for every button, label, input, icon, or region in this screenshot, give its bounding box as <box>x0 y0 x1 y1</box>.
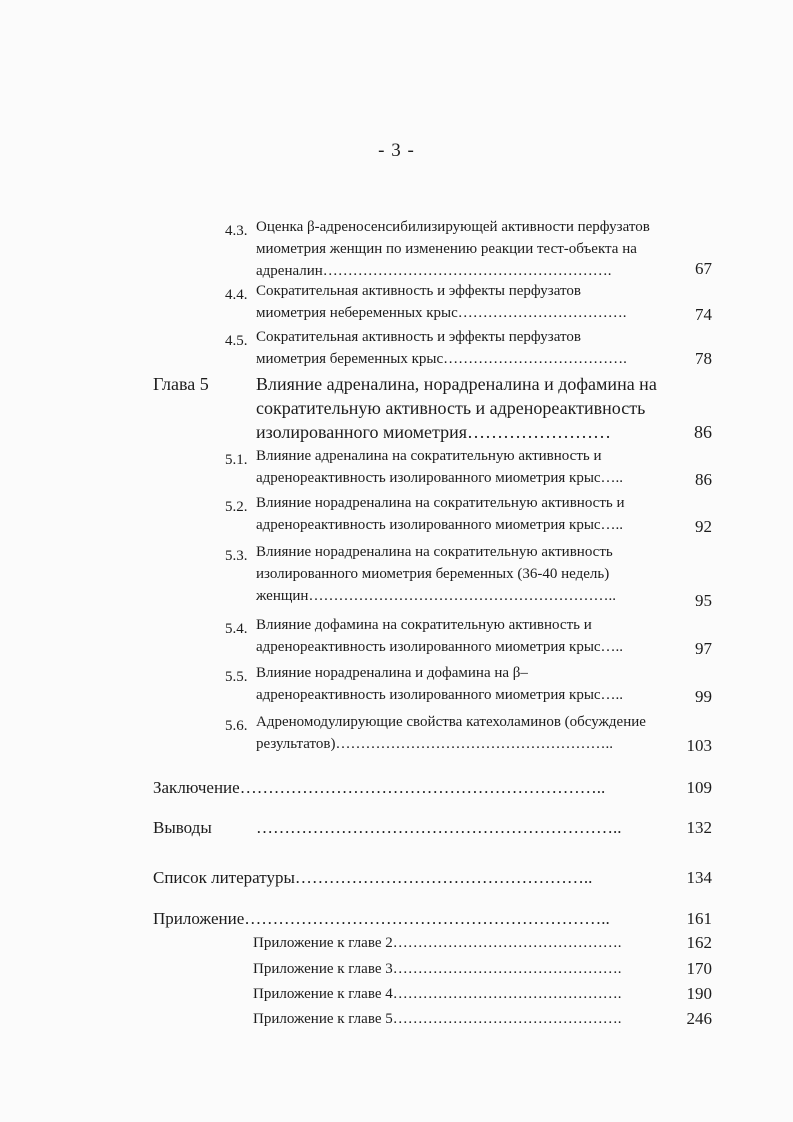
toc-entry-4-3 <box>0 216 793 286</box>
section-title-line: миометрия женщин по изменению реакции тест-объекта на <box>256 241 637 257</box>
section-title-line: Влияние норадреналина на сократительную активность <box>256 544 613 560</box>
section-title-line: результатов)……………………………………………….. <box>256 736 613 752</box>
section-page: 67 <box>695 259 712 278</box>
section-number: 5.3. <box>225 548 248 564</box>
section-title-line: адренореактивность изолированного миометрия крыс….. <box>256 687 624 703</box>
toc-chapter-5 <box>0 371 793 451</box>
toc-appendix-item <box>253 1011 713 1035</box>
toc-entry-4-5 <box>0 326 793 376</box>
chapter-page: 86 <box>694 422 712 442</box>
toc-entry-5-5 <box>0 662 793 712</box>
section-title-line: миометрия небеременных крыс……………………………. <box>256 305 627 321</box>
section-page: 97 <box>695 639 712 658</box>
toc-entry-5-6 <box>0 711 793 761</box>
section-number: 5.2. <box>225 499 248 515</box>
chapter-label: Глава 5 <box>153 374 209 394</box>
section-title-line: миометрия беременных крыс………………………………. <box>256 351 627 367</box>
findings-leader: ……………………………………………………….. <box>256 818 622 837</box>
section-title-line: адренореактивность изолированного миометрия крыс….. <box>256 639 624 655</box>
section-number: 5.4. <box>225 621 248 637</box>
toc-appendix-item <box>253 986 713 1010</box>
section-title-line: Адреномодулирующие свойства катехоламинов (обсуждение <box>256 714 646 730</box>
section-page: 92 <box>695 517 712 536</box>
conclusion-label: Заключение……………………………………………………….. <box>153 778 606 797</box>
toc-conclusion <box>153 778 713 802</box>
conclusion-page: 109 <box>686 778 712 797</box>
toc-appendix-item <box>253 935 713 959</box>
toc-entry-5-1 <box>0 445 793 495</box>
appendix-item-page: 190 <box>686 984 712 1003</box>
toc-entry-4-4 <box>0 280 793 330</box>
chapter-title-line: изолированного миометрия…………………… <box>256 422 612 442</box>
chapter-title-line: Влияние адреналина, норадреналина и дофамина на <box>256 374 657 394</box>
appendix-item-label: Приложение к главе 3………………………………………. <box>253 961 622 977</box>
section-number: 4.4. <box>225 287 248 303</box>
chapter-title-line: сократительную активность и адренореактивность <box>256 398 646 418</box>
appendix-item-page: 170 <box>686 959 712 978</box>
section-number: 5.1. <box>225 452 248 468</box>
section-title-line: Оценка β-адреносенсибилизирующей активности перфузатов <box>256 219 650 235</box>
appendix-item-label: Приложение к главе 4………………………………………. <box>253 986 622 1002</box>
appendix-item-page: 162 <box>686 933 712 952</box>
section-number: 4.3. <box>225 223 248 239</box>
appendix-item-page: 246 <box>686 1009 712 1028</box>
findings-page: 132 <box>686 818 712 837</box>
section-title-line: Влияние норадреналина и дофамина на β– <box>256 665 528 681</box>
section-title-line: Сократительная активность и эффекты перфузатов <box>256 329 581 345</box>
section-title-line: Сократительная активность и эффекты перфузатов <box>256 283 581 299</box>
section-number: 5.5. <box>225 669 248 685</box>
page-number: - 3 - <box>378 140 415 161</box>
toc-entry-5-4 <box>0 614 793 664</box>
appendix-item-label: Приложение к главе 2………………………………………. <box>253 935 622 951</box>
section-title-line: адренореактивность изолированного миометрия крыс….. <box>256 517 624 533</box>
section-title-line: Влияние норадреналина на сократительную активность и <box>256 495 625 511</box>
toc-references <box>153 868 713 892</box>
section-title-line: женщин…………………………………………………….. <box>256 588 616 604</box>
appendix-label: Приложение……………………………………………………….. <box>153 909 610 928</box>
section-title-line: Влияние адреналина на сократительную активность и <box>256 448 602 464</box>
references-label: Список литературы…………………………………………….. <box>153 868 593 887</box>
section-number: 4.5. <box>225 333 248 349</box>
section-title-line: адреналин…………………………………………………. <box>256 263 612 279</box>
appendix-item-label: Приложение к главе 5………………………………………. <box>253 1011 622 1027</box>
toc-entry-5-3 <box>0 541 793 616</box>
section-page: 78 <box>695 349 712 368</box>
section-page: 74 <box>695 305 712 324</box>
section-page: 86 <box>695 470 712 489</box>
section-number: 5.6. <box>225 718 248 734</box>
section-title-line: адренореактивность изолированного миометрия крыс….. <box>256 470 624 486</box>
section-page: 103 <box>686 736 712 755</box>
findings-label: Выводы <box>153 818 212 837</box>
appendix-page: 161 <box>686 909 712 928</box>
section-title-line: Влияние дофамина на сократительную активность и <box>256 617 592 633</box>
toc-entry-5-2 <box>0 492 793 542</box>
toc-appendix <box>153 909 713 933</box>
section-page: 99 <box>695 687 712 706</box>
toc-findings <box>153 818 713 842</box>
toc-appendix-item <box>253 961 713 985</box>
references-page: 134 <box>686 868 712 887</box>
section-title-line: изолированного миометрия беременных (36-40 недель) <box>256 566 610 582</box>
section-page: 95 <box>695 591 712 610</box>
